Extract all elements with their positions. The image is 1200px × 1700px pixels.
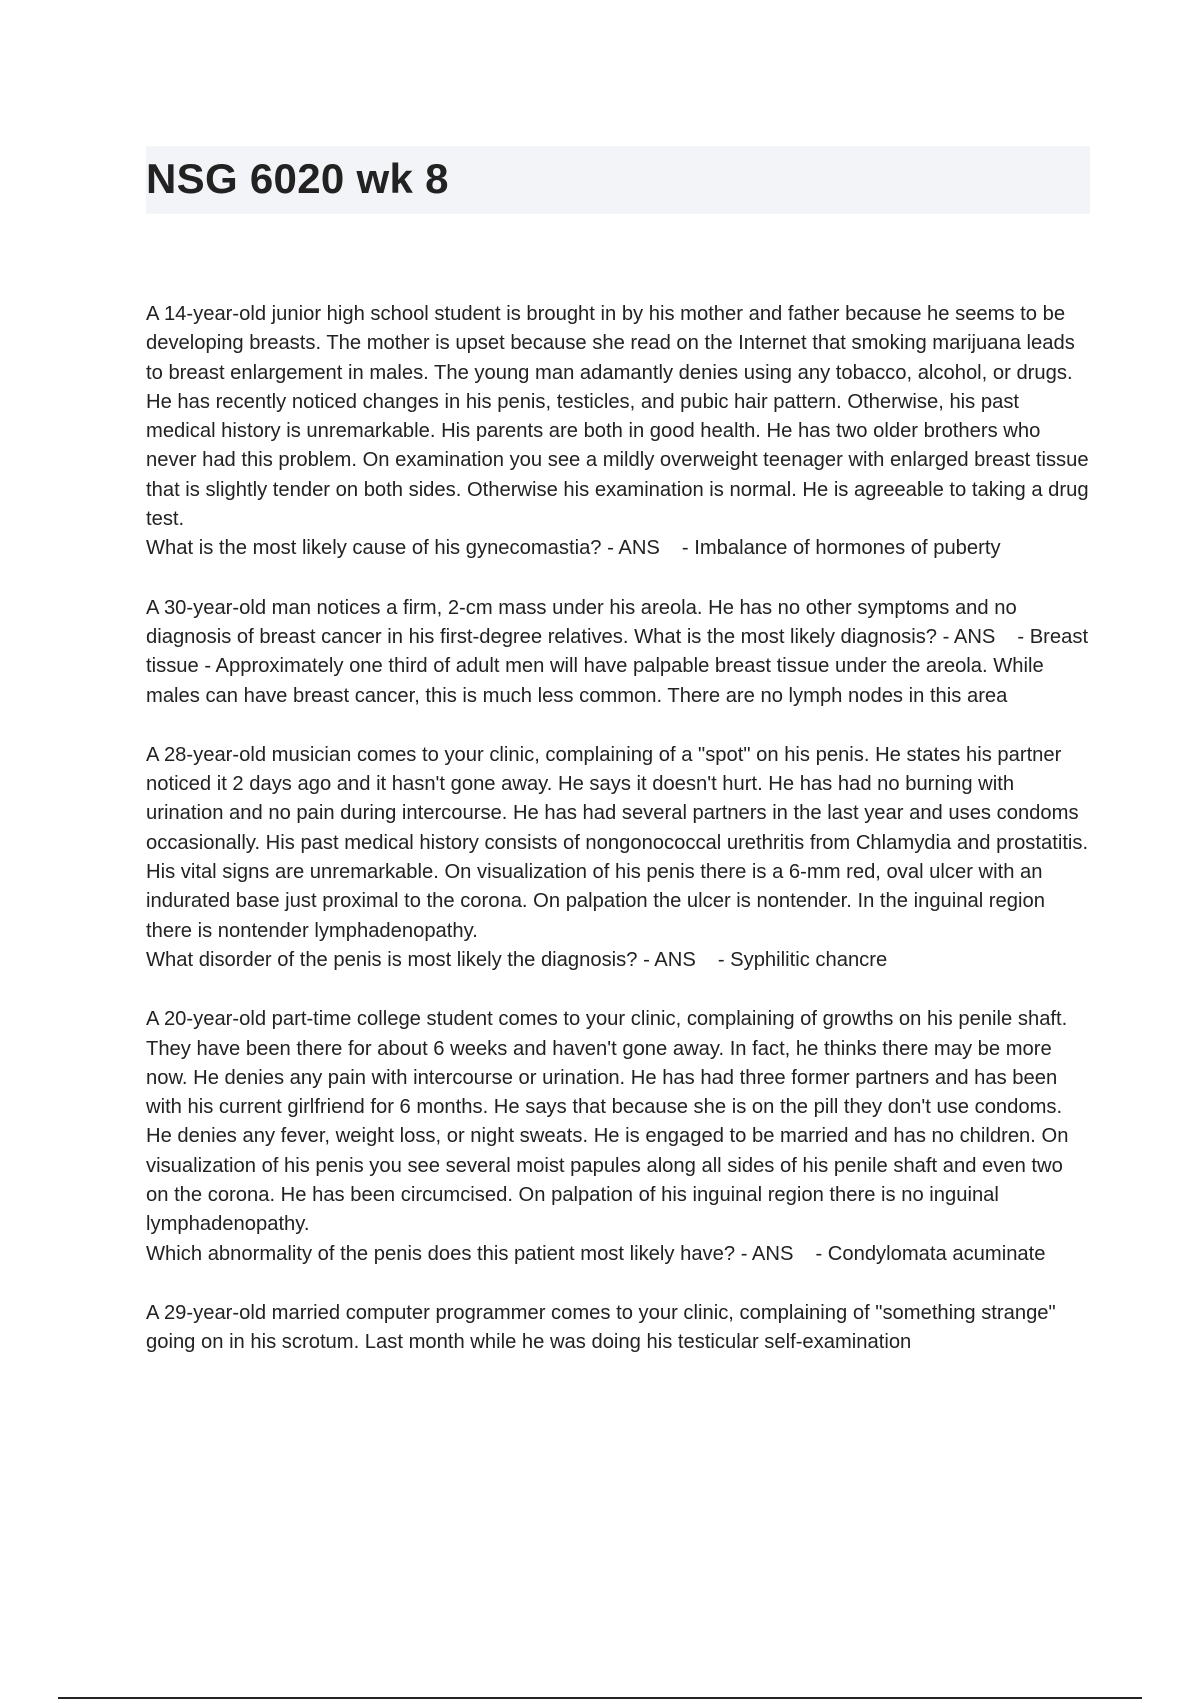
title-banner xyxy=(146,146,1090,214)
question-prompt-line xyxy=(146,946,1090,975)
question-prompt: A 30-year-old man notices a firm, 2-cm mass under his areola. He has no other symptoms and no diagnosis of breast cancer in his first-degree relatives. What is the most likely diagnosis? - ANS xyxy=(146,596,1017,648)
question-text: A 28-year-old musician comes to your clinic, complaining of a "spot" on his penis. He states his partner noticed it 2 days ago and it hasn't gone away. He says it doesn't hurt. He has had no burning with urination and no pain during intercourse. He has had several partners in the last year and uses condoms occasionally. His past medical history consists of nongonococcal urethritis from Chlamydia and prostatitis. His vital signs are unremarkable. On visualization of his penis there is a 6-mm red, oval ulcer with an indurated base just proximal to the corona. On palpation the ulcer is nontender. In the inguinal region there is nontender lymphadenopathy. xyxy=(146,743,1089,942)
qa-item-3 xyxy=(146,741,1090,975)
qa-item-4 xyxy=(146,1005,1090,1269)
answer-text: - Syphilitic chancre xyxy=(717,948,888,971)
answer-text: - Breast tissue - Approximately one third of adult men will have palpable breast tissue under the areola. While males can have breast cancer, this is much less common. There are no lymph nodes in this area xyxy=(146,625,1089,707)
answer-text: - Condylomata acuminate xyxy=(815,1242,1046,1265)
question-prompt-line xyxy=(146,534,1090,563)
question-prompt: What is the most likely cause of his gynecomastia? - ANS xyxy=(146,537,660,560)
question-prompt: What disorder of the penis is most likely the diagnosis? - ANS xyxy=(146,948,696,971)
qa-item-5 xyxy=(146,1299,1090,1358)
question-prompt-line xyxy=(146,1240,1090,1269)
footer-divider xyxy=(58,1697,1142,1699)
document-body xyxy=(146,300,1090,1388)
question-text: A 29-year-old married computer programmer comes to your clinic, complaining of "something strange" going on in his scrotum. Last month while he was doing his testicular self-examination xyxy=(146,1301,1056,1354)
answer-text: - Imbalance of hormones of puberty xyxy=(681,537,1001,560)
question-text: A 20-year-old part-time college student comes to your clinic, complaining of growths on his penile shaft. They have been there for about 6 weeks and haven't gone away. In fact, he thinks there may be more now. He denies any pain with intercourse or urination. He has had three former partners and has been with his current girlfriend for 6 months. He says that because she is on the pill they don't use condoms. He denies any fever, weight loss, or night sweats. He is engaged to be married and has no children. On visualization of his penis you see several moist papules along all sides of his penile shaft and even two on the corona. He has been circumcised. On palpation of his inguinal region there is no inguinal lymphadenopathy. xyxy=(146,1008,1069,1236)
question-prompt: Which abnormality of the penis does this patient most likely have? - ANS xyxy=(146,1242,794,1265)
question-prompt-line xyxy=(146,594,1090,711)
question-text: A 14-year-old junior high school student is brought in by his mother and father because he seems to be developing breasts. The mother is upset because she read on the Internet that smoking marijuana leads to breast enlargement in males. The young man adamantly denies using any tobacco, alcohol, or drugs. He has recently noticed changes in his penis, testicles, and pubic hair pattern. Otherwise, his past medical history is unremarkable. His parents are both in good health. He has two older brothers who never had this problem. On examination you see a mildly overweight teenager with enlarged breast tissue that is slightly tender on both sides. Otherwise his examination is normal. He is agreeable to taking a drug test. xyxy=(146,303,1089,531)
qa-item-2 xyxy=(146,594,1090,711)
document-title: NSG 6020 wk 8 xyxy=(146,155,449,202)
qa-item-1 xyxy=(146,300,1090,564)
